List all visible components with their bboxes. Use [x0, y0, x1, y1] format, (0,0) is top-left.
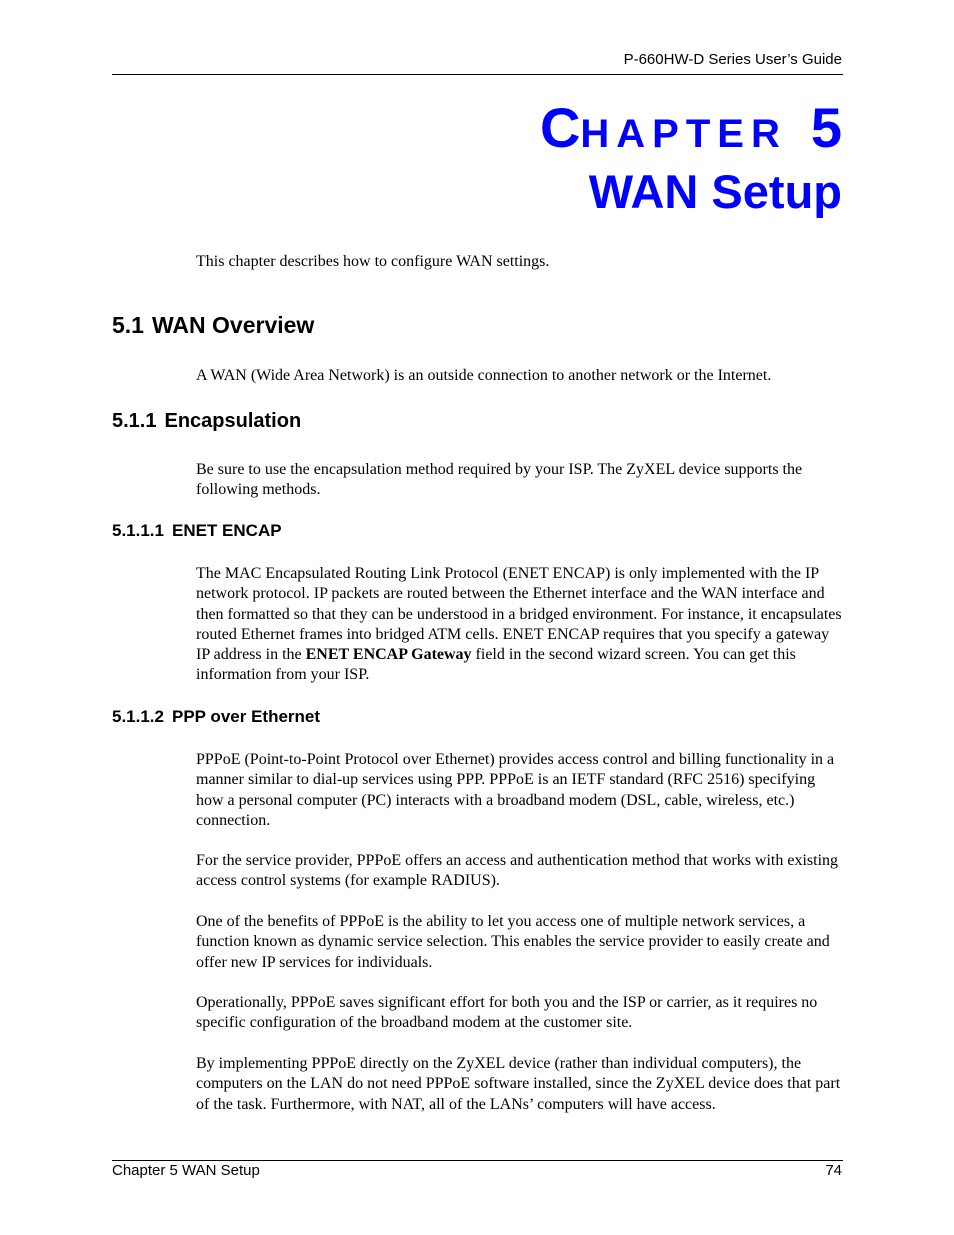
chapter-label-initial: C — [539, 96, 581, 159]
chapter-label — [539, 96, 842, 159]
section-heading-5-1-1-1: 5.1.1.1 ENET ENCAP — [112, 521, 282, 540]
footer-rule — [112, 1160, 843, 1161]
footer-chapter-label: Chapter 5 WAN Setup — [112, 1162, 260, 1179]
pppoe-paragraph-2: For the service provider, PPPoE offers an access and authentication method that works with existing access control systems (for example RADIUS). — [196, 852, 839, 890]
footer-page-number: 74 — [825, 1162, 842, 1179]
intro-paragraph: This chapter describes how to configure WAN settings. — [196, 253, 550, 270]
pppoe-paragraph-3: One of the benefits of PPPoE is the ability to let you access one of multiple network services, a function known as dynamic service selection. This enables the service provider to easily create and offer new IP services for individuals. — [196, 913, 830, 971]
chapter-title: WAN Setup — [588, 165, 842, 218]
enet-encap-paragraph: The MAC Encapsulated Routing Link Protocol (ENET ENCAP) is only implemented with the IP network protocol. IP packets are routed between the Ethernet interface and the WAN interface and then formatted so that they can be understood in a bridged environment. For instance, it encapsulates routed Ethernet frames into bridged ATM cells. ENET ENCAP requires that you specify a gateway IP address in the ENET ENCAP Gateway field in the second wizard screen. You can get this information from your ISP. — [196, 565, 842, 684]
header-rule — [112, 74, 843, 75]
wan-overview-paragraph: A WAN (Wide Area Network) is an outside connection to another network or the Internet. — [196, 367, 772, 384]
pppoe-paragraph-5: By implementing PPPoE directly on the ZyXEL device (rather than individual computers), the computers on the LAN do not need PPPoE software installed, since the ZyXEL device does that part of the task. Furthermore, with NAT, all of the LANs’ computers will have access. — [196, 1055, 841, 1113]
pppoe-paragraph-4: Operationally, PPPoE saves significant effort for both you and the ISP or carrier, as it requires no specific configuration of the broadband modem at the customer site. — [196, 994, 818, 1032]
section-heading-5-1-1: 5.1.1 Encapsulation — [112, 410, 302, 432]
chapter-label-rest: HAPTER — [580, 112, 787, 156]
section-heading-5-1: 5.1 WAN Overview — [112, 312, 315, 338]
chapter-number: 5 — [810, 96, 842, 159]
encapsulation-paragraph: Be sure to use the encapsulation method required by your ISP. The ZyXEL device supports the following methods. — [196, 461, 803, 499]
pppoe-paragraph-1: PPPoE (Point-to-Point Protocol over Ethernet) provides access control and billing functionality in a manner similar to dial-up services using PPP. PPPoE is an IETF standard (RFC 2516) specifying how a personal computer (PC) interacts with a broadband modem (DSL, cable, wireless, etc.) connection. — [196, 751, 835, 829]
running-header-title: P-660HW-D Series User’s Guide — [623, 51, 842, 68]
section-heading-5-1-1-2: 5.1.1.2 PPP over Ethernet — [112, 707, 321, 726]
enet-encap-gateway-term: ENET ENCAP Gateway — [305, 646, 472, 664]
